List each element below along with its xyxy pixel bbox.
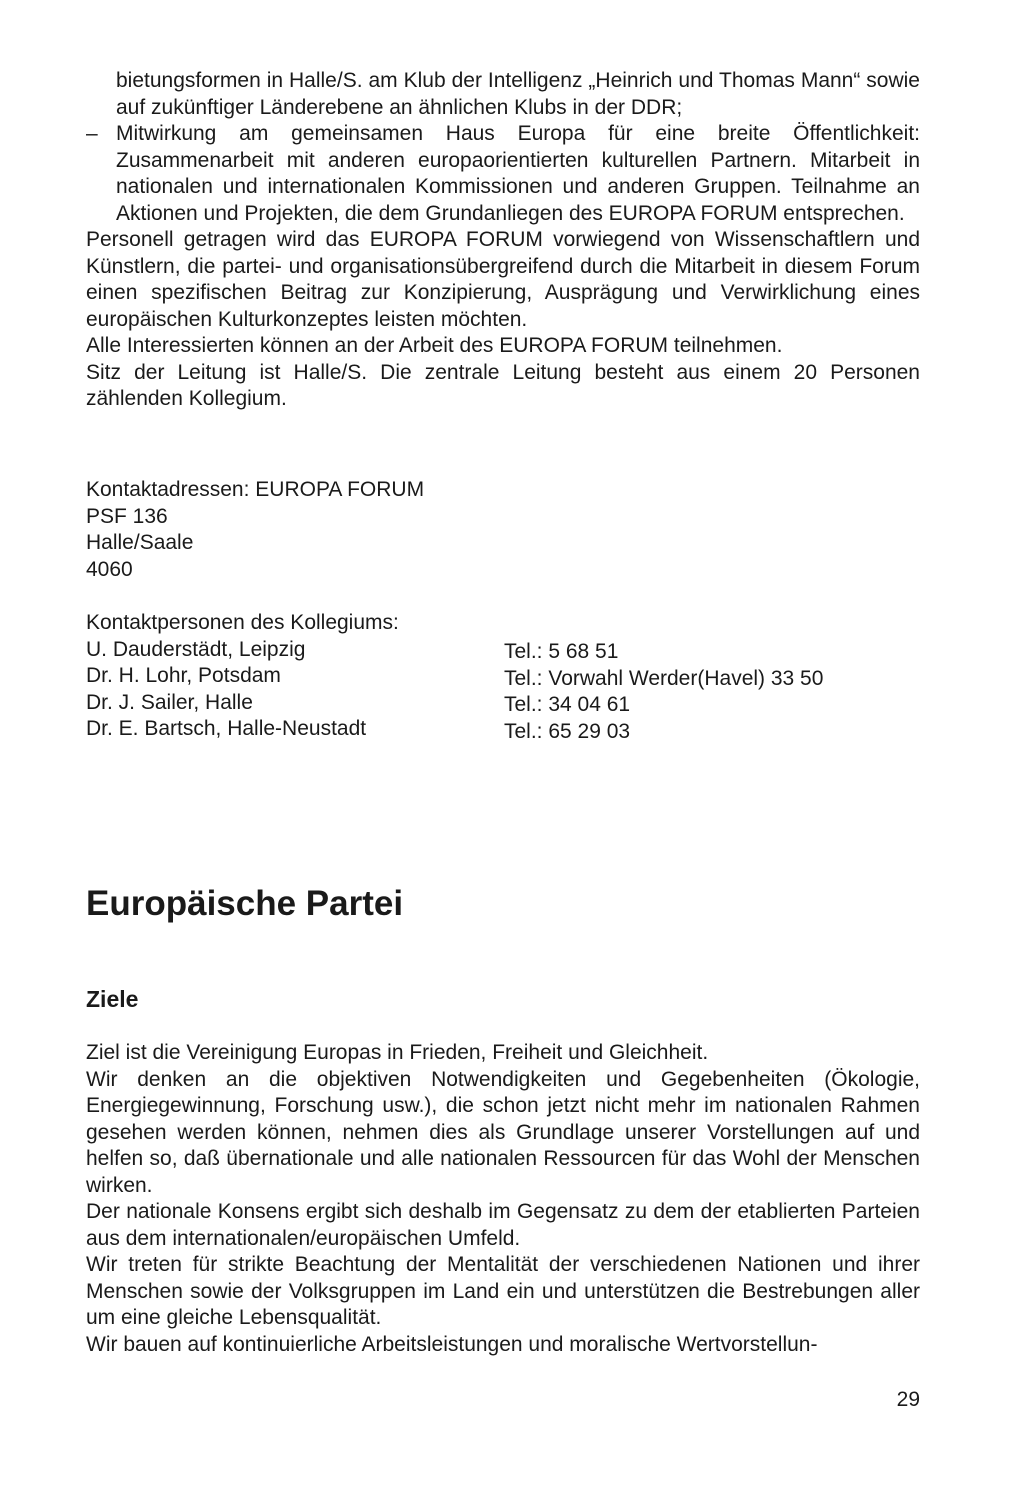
paragraph-personell: Personell getragen wird das EUROPA FORUM vorwiegend von Wissenschaftlern und Künstlern, die partei- und organisationsübergreifend durch die Mitarbeit in diesem Forum einen spezifischen Beitrag zur Konzipierung, Ausprägung und Verwirklichung eines europäischen Kulturkonzeptes leisten möchten. [86,228,920,331]
body-paragraph: Der nationale Konsens ergibt sich deshalb im Gegensatz zu dem der etablierten Parteien aus dem internationalen/europäischen Umfeld. [86,1200,920,1250]
continuation-paragraph: bietungsformen in Halle/S. am Klub der Intelligenz „Heinrich und Thomas Mann“ sowie auf zukünftiger Länderebene an ähnlichen Klubs in der DDR; [116,69,920,119]
contact-phone: Tel.: 5 68 51 [504,640,619,663]
contact-name: Dr. E. Bartsch, Halle-Neustadt [86,717,367,740]
dash-bullet: – [86,122,98,145]
contact-name: Dr. H. Lohr, Potsdam [86,664,281,687]
dash-item-text: Mitwirkung am gemeinsamen Haus Europa für eine breite Öffentlichkeit: Zusammenarbeit mit anderen europaorientierten kulturellen Partnern. Mitarbeit in nationalen und internationalen Kommissionen und anderen Gruppen. Teilnahme an Aktionen und Projekten, die dem Grundanliegen des EUROPA FORUM entsprechen. [116,122,920,225]
subsection-header [86,985,920,1013]
subsection-title: Ziele [86,986,139,1012]
paragraph-sitz: Sitz der Leitung ist Halle/S. Die zentrale Leitung besteht aus einem 20 Personen zählenden Kollegium. [86,360,920,410]
forum-description [86,68,920,413]
section-header [86,884,920,924]
page-number: 29 [896,1388,920,1411]
body-paragraph: Wir bauen auf kontinuierliche Arbeitsleistungen und moralische Wertvorstellun- [86,1332,818,1356]
body-paragraph: Wir denken an die objektiven Notwendigkeiten und Gegebenheiten (Ökologie, Energiegewinnung, Forschung usw.), die schon jetzt nicht mehr im nationalen Rahmen gesehen werden können, nehmen dies als Grundlage unserer Vorstellungen auf und helfen so, daß übernationale und alle nationalen Ressourcen für das Wohl der Menschen wirken. [86,1067,920,1197]
paragraph-interessierte: Alle Interessierten können an der Arbeit des EUROPA FORUM teilnehmen. [86,334,783,357]
body-paragraph: Wir treten für strikte Beachtung der Mentalität der verschiedenen Nationen und ihrer Menschen sowie der Volksgruppen im Land ein und unterstützen die Bestrebungen aller um eine gleiche Lebensqualität. [86,1253,920,1329]
contact-phone: Tel.: 34 04 61 [504,693,631,716]
address-label: Kontaktadressen: EUROPA FORUM [86,478,425,501]
contact-phone: Tel.: 65 29 03 [504,720,631,743]
contact-name: Dr. J. Sailer, Halle [86,691,253,714]
address-line: 4060 [86,557,133,581]
contact-persons [86,610,920,750]
contact-phone: Tel.: Vorwahl Werder(Havel) 33 50 [504,667,824,690]
section-body [86,1040,920,1358]
address-line: PSF 136 [86,504,168,528]
contact-address [86,477,920,583]
contact-name: U. Dauderstädt, Leipzig [86,638,306,661]
section-title: Europäische Partei [86,884,404,923]
dash-list-item [86,121,920,227]
contacts-heading: Kontaktpersonen des Kollegiums: [86,611,399,634]
address-line: Halle/Saale [86,531,194,554]
body-paragraph: Ziel ist die Vereinigung Europas in Frieden, Freiheit und Gleichheit. [86,1041,709,1064]
